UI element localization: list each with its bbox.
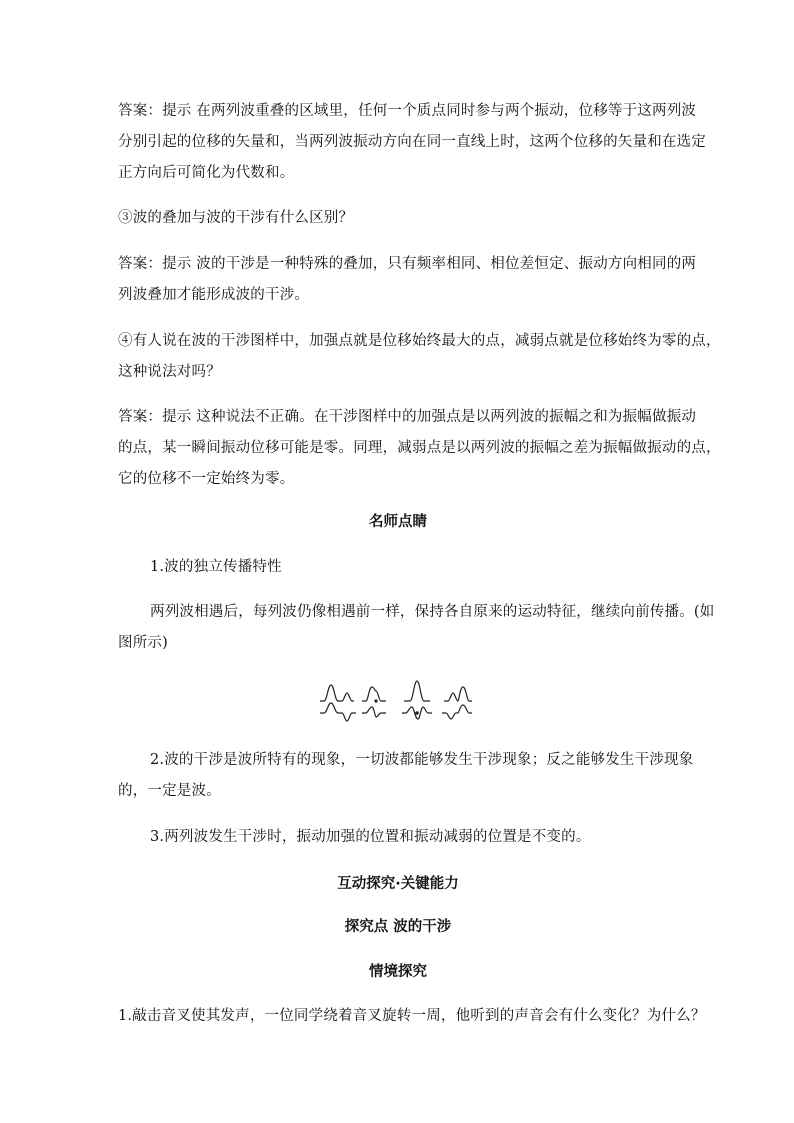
question-4 (118, 326, 721, 388)
text-line: 答案：提示 波的干涉是一种特殊的叠加，只有频率相同、相位差恒定、振动方向相同的两 (118, 256, 697, 272)
answer-paragraph-2 (118, 249, 697, 311)
text-line: 3.两列波发生干涉时，振动加强的位置和振动减弱的位置是不变的。 (150, 829, 591, 845)
item-1-body (118, 597, 715, 659)
wave-marker-dot (375, 700, 377, 702)
text-line: 1.波的独立传播特性 (150, 559, 282, 575)
text-line: 这种说法对吗？ (118, 364, 221, 380)
item-2 (150, 745, 694, 776)
wave-marker-dot (416, 712, 418, 714)
wave-pulse-bottom-2 (362, 707, 386, 717)
text-line: 它的位移不一定始终为零。 (118, 471, 295, 487)
wave-superposition-figure (318, 677, 474, 725)
wave-pulse-top-3 (404, 681, 430, 701)
text-line: 列波叠加才能形成波的干涉。 (118, 287, 310, 303)
wave-pulse-bottom-1 (320, 703, 356, 721)
answer-paragraph-3 (118, 402, 721, 495)
wave-pulse-top-1 (320, 685, 354, 701)
heading-section: 互动探究·关键能力 (337, 876, 459, 892)
text-line: 的点，某一瞬间振动位移可能是零。同理，减弱点是以两列波的振幅之差为振幅做振动的点， (118, 440, 721, 456)
text-line: 答案：提示 在两列波重叠的区域里，任何一个质点同时参与两个振动，位移等于这两列波 (118, 103, 697, 119)
answer-paragraph-1 (118, 96, 706, 189)
text-line: 两列波相遇后，每列波仍像相遇前一样，保持各自原来的运动特征，继续向前传播。(如 (150, 604, 715, 620)
text-line: 1.敲击音叉使其发声，一位同学绕着音叉旋转一周，他听到的声音会有什么变化？为什么？ (118, 1008, 706, 1024)
item-1-title (150, 552, 678, 583)
wave-pulse-top-4 (444, 687, 472, 701)
text-line: 答案：提示 这种说法不正确。在干涉图样中的加强点是以两列波的振幅之和为振幅做振动 (118, 409, 697, 425)
wave-pulse-bottom-4 (442, 705, 472, 719)
text-line: ③波的叠加与波的干涉有什么区别？ (118, 210, 354, 226)
item-2-continuation (118, 776, 678, 807)
text-line: 的，一定是波。 (118, 783, 221, 799)
text-line: 分别引起的位移的矢量和，当两列波振动方向在同一直线上时，这两个位移的矢量和在选定 (118, 134, 706, 150)
question-1 (118, 1001, 706, 1032)
text-line: ④有人说在波的干涉图样中，加强点就是位移始终最大的点，减弱点就是位移始终为零的点， (118, 333, 721, 349)
text-line: 正方向后可简化为代数和。 (118, 165, 295, 181)
text-line: 图所示) (118, 635, 168, 651)
heading-explore-point: 探究点 波的干涉 (344, 919, 452, 935)
item-3 (150, 822, 678, 853)
heading-scenario: 情境探究 (369, 964, 427, 980)
text-line: 2.波的干涉是波所特有的现象，一切波都能够发生干涉现象；反之能够发生干涉现象 (150, 752, 694, 768)
wave-pulse-top-2 (362, 687, 386, 701)
heading-teacher-tips: 名师点睛 (369, 514, 427, 530)
question-3 (118, 203, 678, 234)
